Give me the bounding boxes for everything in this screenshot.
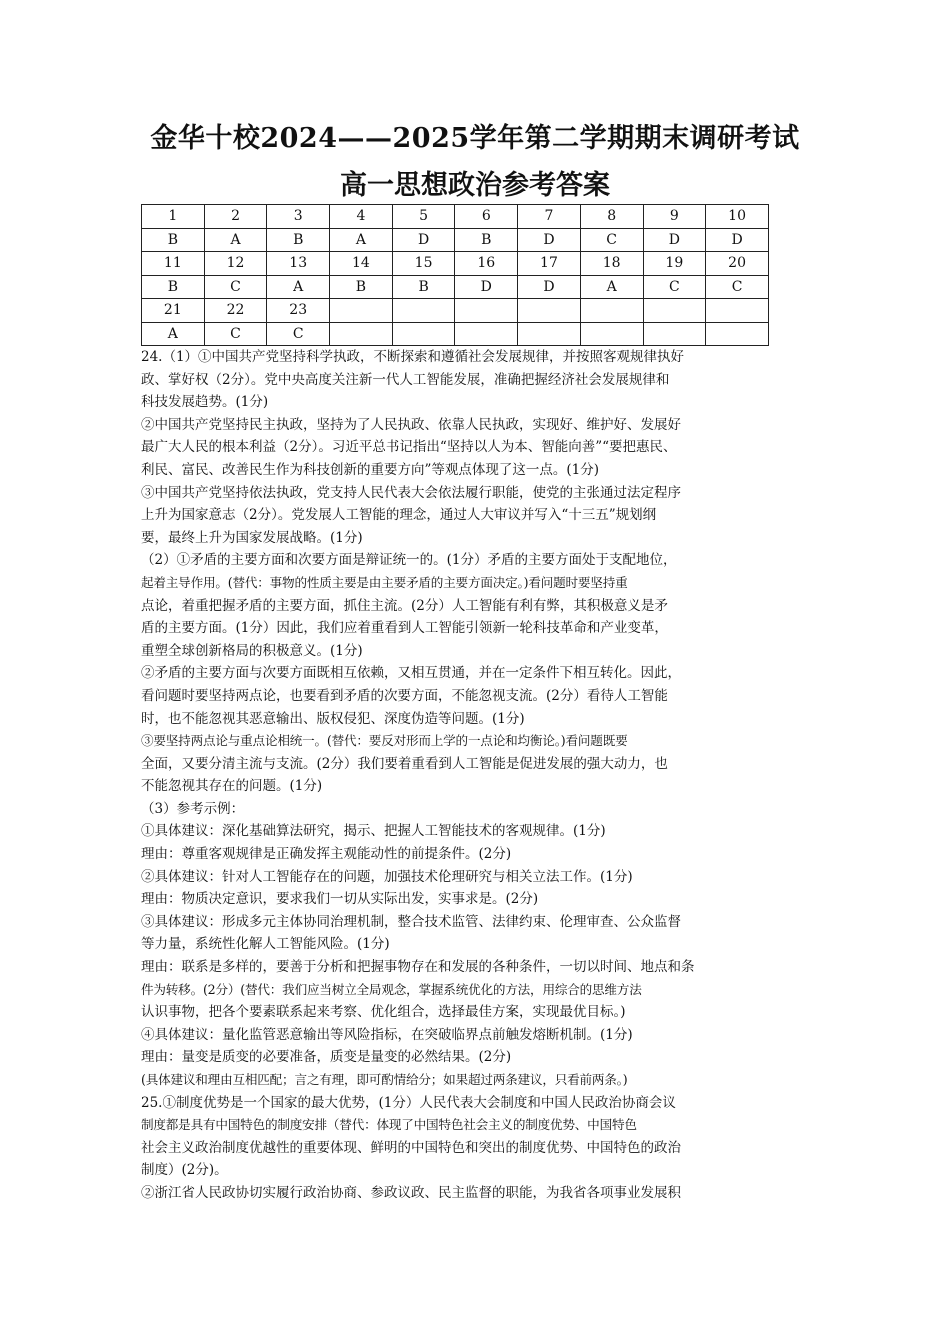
answer-table-cell: A (330, 228, 393, 252)
answer-line: 不能忽视其存在的问题。(1分) (141, 778, 323, 795)
answer-table-cell: 16 (455, 252, 518, 276)
answer-table-cell: 14 (330, 252, 393, 276)
answer-table-cell: B (330, 275, 393, 299)
answer-line: 24.（1）①中国共产党坚持科学执政，不断探索和遵循社会发展规律，并按照客观规律执好 (141, 349, 685, 365)
answer-table-cell: 3 (267, 205, 330, 229)
answer-line: 全面，又要分清主流与支流。(2分）我们要着重看到人工智能是促进发展的强大动力，也 (141, 755, 668, 772)
answer-line: 理由：物质决定意识，要求我们一切从实际出发，实事求是。(2分) (141, 891, 539, 908)
answer-line: ③要坚持两点论与重点论相统一。(替代：要反对形而上学的一点论和均衡论。)看问题既要 (141, 733, 628, 749)
answer-table-cell (580, 322, 643, 346)
answer-line: 上升为国家意志（2分）。党发展人工智能的理念，通过人大审议并写入“十三五”规划纲 (141, 507, 657, 524)
answer-table-cell: C (643, 275, 706, 299)
answer-table-cell: 8 (580, 205, 643, 229)
answer-table-cell: 7 (518, 205, 581, 229)
answer-table-cell: 1 (142, 205, 205, 229)
document-title: 金华十校2024——2025学年第二学期期末调研考试 (150, 123, 800, 154)
answer-line: ②矛盾的主要方面与次要方面既相互依赖，又相互贯通，并在一定条件下相互转化。因此， (141, 665, 681, 682)
answer-table-cell (643, 299, 706, 323)
answer-table-cell: 15 (392, 252, 455, 276)
answer-table-cell: 12 (204, 252, 267, 276)
answer-table-cell: D (518, 228, 581, 252)
answer-table-cell (330, 322, 393, 346)
answer-table-cell: C (580, 228, 643, 252)
answer-table-cell (455, 322, 518, 346)
answer-line: 起着主导作用。(替代：事物的性质主要是由主要矛盾的主要方面决定。)看问题时要坚持重 (141, 574, 628, 590)
answer-line: 点论，着重把握矛盾的主要方面，抓住主流。(2分）人工智能有利有弊，其积极意义是矛 (141, 597, 668, 614)
answer-table-cell: 23 (267, 299, 330, 323)
answer-line: （3）参考示例： (141, 800, 245, 817)
answer-table-cell (706, 299, 769, 323)
answer-table-cell (392, 322, 455, 346)
answer-table-cell (518, 322, 581, 346)
answer-line: 理由：尊重客观规律是正确发挥主观能动性的前提条件。(2分) (141, 846, 512, 863)
answer-line: ①具体建议：深化基础算法研究，揭示、把握人工智能技术的客观规律。(1分) (141, 823, 606, 840)
answer-table-cell: A (580, 275, 643, 299)
answer-table-cell: C (204, 275, 267, 299)
answer-table-cell: 13 (267, 252, 330, 276)
answer-line: ②具体建议：针对人工智能存在的问题，加强技术伦理研究与相关立法工作。(1分) (141, 868, 633, 885)
answer-table-cell: 6 (455, 205, 518, 229)
answer-table-cell (706, 322, 769, 346)
answer-line: 社会主义政治制度优越性的重要体现、鲜明的中国特色和突出的制度优势、中国特色的政治 (141, 1139, 681, 1156)
answer-line: 科技发展趋势。(1分) (141, 394, 269, 411)
answer-line: 时，也不能忽视其恶意输出、版权侵犯、深度伪造等问题。(1分) (141, 710, 525, 727)
answer-table-cell: A (267, 275, 330, 299)
answer-text (141, 346, 781, 1205)
answer-table-cell: B (142, 275, 205, 299)
answer-table-cell: 17 (518, 252, 581, 276)
answer-table-cell: 11 (142, 252, 205, 276)
answer-table-cell: C (267, 322, 330, 346)
answer-table-cell: D (643, 228, 706, 252)
answer-line: (具体建议和理由互相匹配；言之有理，即可酌情给分；如果超过两条建议，只看前两条。) (141, 1072, 628, 1087)
answer-table-row (142, 322, 769, 346)
answer-table-row (142, 252, 769, 276)
answer-table-cell (518, 299, 581, 323)
answer-line: 制度）(2分)。 (141, 1162, 228, 1179)
answer-line: 利民、富民、改善民生作为科技创新的重要方向”等观点体现了这一点。(1分) (141, 461, 600, 478)
answer-table-cell (330, 299, 393, 323)
answer-table-cell: 19 (643, 252, 706, 276)
answer-table-cell: D (455, 275, 518, 299)
answer-table-cell (580, 299, 643, 323)
answer-table-row (142, 275, 769, 299)
answer-table-cell: 4 (330, 205, 393, 229)
answer-line: 最广大人民的根本利益（2分）。习近平总书记指出“坚持以人为本、智能向善”“要把惠民、 (141, 439, 677, 456)
answer-table-cell: A (204, 228, 267, 252)
answer-table-cell: 2 (204, 205, 267, 229)
answer-table-row (142, 205, 769, 229)
answer-table-cell: 18 (580, 252, 643, 276)
answer-line: ④具体建议：量化监管恶意输出等风险指标，在突破临界点前触发熔断机制。(1分) (141, 1026, 633, 1043)
answer-line: ②中国共产党坚持民主执政，坚持为了人民执政、依靠人民执政，实现好、维护好、发展好 (141, 416, 681, 433)
answer-table-cell: B (392, 275, 455, 299)
answer-table-cell: 5 (392, 205, 455, 229)
answer-table-cell: D (392, 228, 455, 252)
answer-line: 政、掌好权（2分）。党中央高度关注新一代人工智能发展，准确把握经济社会发展规律和 (141, 371, 670, 388)
answer-line: ③中国共产党坚持依法执政，党支持人民代表大会依法履行职能，使党的主张通过法定程序 (141, 484, 681, 501)
answer-table-cell: 22 (204, 299, 267, 323)
answer-line: 理由：量变是质变的必要准备，质变是量变的必然结果。(2分) (141, 1049, 512, 1066)
answer-line: ②浙江省人民政协切实履行政治协商、参政议政、民主监督的职能，为我省各项事业发展积 (141, 1184, 681, 1201)
answer-table (141, 204, 769, 346)
answer-table-cell (643, 322, 706, 346)
answer-line: 25.①制度优势是一个国家的最大优势，(1分）人民代表大会制度和中国人民政治协商会议 (141, 1094, 676, 1111)
answer-table-cell: D (518, 275, 581, 299)
answer-table-cell: D (706, 228, 769, 252)
document-subtitle: 高一思想政治参考答案 (340, 170, 610, 201)
answer-table-row (142, 299, 769, 323)
answer-table-row (142, 228, 769, 252)
answer-table-cell: C (706, 275, 769, 299)
answer-line: 看问题时要坚持两点论，也要看到矛盾的次要方面，不能忽视支流。(2分）看待人工智能 (141, 687, 668, 704)
answer-table-cell: 10 (706, 205, 769, 229)
answer-table-cell: 21 (142, 299, 205, 323)
answer-line: 认识事物，把各个要素联系起来考察、优化组合，选择最佳方案，实现最优目标。) (141, 1004, 626, 1021)
answer-table-cell: B (142, 228, 205, 252)
answer-line: （2）①矛盾的主要方面和次要方面是辩证统一的。(1分）矛盾的主要方面处于支配地位， (141, 552, 677, 569)
answer-table-cell: B (267, 228, 330, 252)
answer-line: 理由：联系是多样的，要善于分析和把握事物存在和发展的各种条件，一切以时间、地点和条 (141, 959, 695, 976)
answer-line: 制度都是具有中国特色的制度安排（替代：体现了中国特色社会主义的制度优势、中国特色 (141, 1117, 637, 1133)
answer-table-cell: 20 (706, 252, 769, 276)
answer-line: 重塑全球创新格局的积极意义。(1分) (141, 642, 363, 659)
answer-line: 盾的主要方面。(1分）因此，我们应着重看到人工智能引领新一轮科技革命和产业变革， (141, 620, 668, 637)
answer-table-cell: A (142, 322, 205, 346)
answer-line: 要，最终上升为国家发展战略。(1分) (141, 529, 363, 546)
answer-line: 等力量，系统性化解人工智能风险。(1分) (141, 936, 390, 953)
answer-table-cell (455, 299, 518, 323)
answer-table-cell (392, 299, 455, 323)
answer-line: ③具体建议：形成多元主体协同治理机制，整合技术监管、法律约束、伦理审查、公众监督 (141, 913, 681, 930)
answer-table-cell: B (455, 228, 518, 252)
answer-table-cell: 9 (643, 205, 706, 229)
answer-line: 件为转移。(2分）(替代：我们应当树立全局观念，掌握系统优化的方法，用综合的思维方法 (141, 981, 642, 997)
answer-table-cell: C (204, 322, 267, 346)
